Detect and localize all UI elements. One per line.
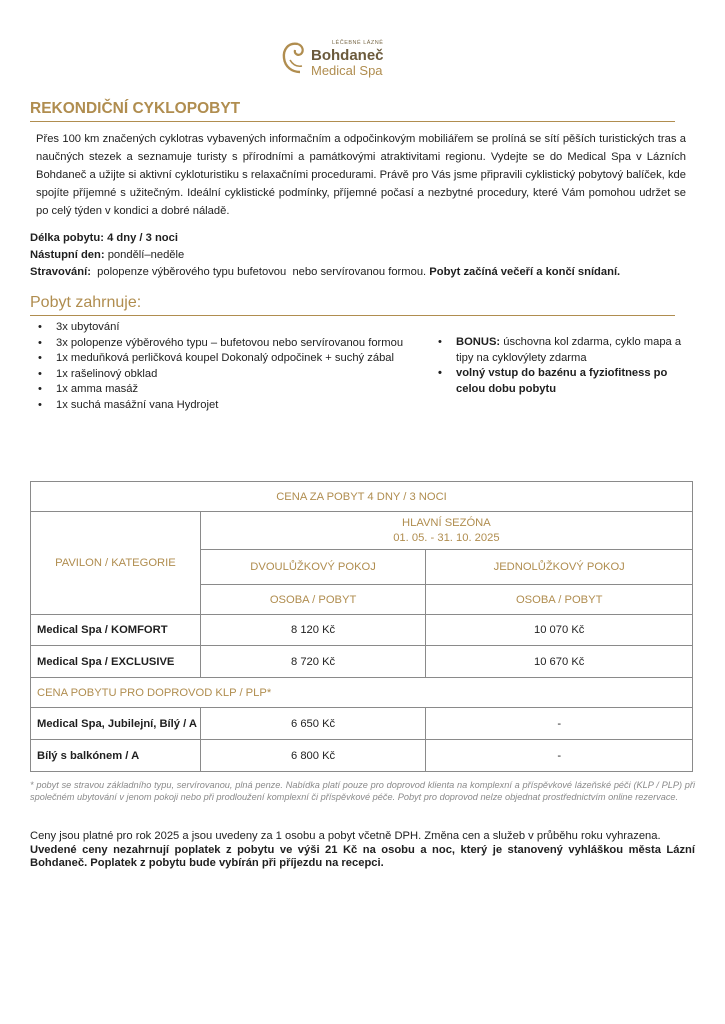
intro-paragraph: Přes 100 km značených cyklotras vybavených informačním a odpočinkovým mobiliářem se prolíná se sítí pěších turistických tras a naučných stezek a seznamuje turisty s přírodními a památkovými atraktivitami regionu. Vydejte se do Medical Spa v Lázních Bohdaneč a užijte si aktivní cykloturistiku s relaxačními procedurami. Právě pro Vás jsme připravili cyklistický pobytový balíček, kde spojíte příjemné s užitečným. Ideální cyklistické podmínky, příjemné počasí a nezbytné procedury, které Vám pomohou udržet se po celý týden v kondici a dobré náladě. [36,133,686,217]
row-name: Medical Spa, Jubilejní, Bílý / A [31,708,201,740]
row-double-price: 6 650 Kč [200,708,426,740]
row-double-price: 8 120 Kč [200,615,426,646]
fact-duration [30,230,620,247]
fact-duration-value: 4 dny / 3 noci [103,232,178,244]
row-single-price: 10 670 Kč [426,646,693,678]
includes-heading: Pobyt zahrnuje: [30,294,142,311]
logo-emblem-icon [280,40,308,76]
table-row [31,615,693,646]
row-single-price: - [426,708,693,740]
list-item: • 1x meduňková perličková koupel Dokonalý odpočinek + suchý zábal [30,351,405,367]
col-double-header: DVOULŮŽKOVÝ POKOJ [200,550,426,585]
footnote: * pobyt se stravou základního typu, servírovanou, plná penze. Nabídka platí pouze pro doprovod klienta na komplexní a příspěvkové lázeňské péči (KLP / PLP) při společném ubytování v jenom pokoji nebo při prodloužení komplexní či příspěvkové péče. Pobyt pro doprovod nelze objednat prostřednictvím online rezervace. [30,780,695,802]
bonus-item [430,335,685,366]
col-category-header: PAVILON / KATEGORIE [31,512,201,615]
col-single-header: JEDNOLŮŽKOVÝ POKOJ [426,550,693,585]
fact-duration-label: Délka pobytu: [30,232,104,244]
row-double-price: 6 800 Kč [200,740,426,772]
includes-divider [30,315,675,316]
fact-board-label: Stravování: [30,266,91,278]
unit-double: OSOBA / POBYT [200,585,426,615]
price-table-caption: CENA ZA POBYT 4 DNY / 3 NOCI [31,482,693,512]
row-single-price: - [426,740,693,772]
title-divider [30,121,675,122]
logo-name: Bohdaneč [311,47,384,64]
list-item: • 3x polopenze výběrového typu – bufetovou nebo servírovanou formou [30,336,405,352]
price-table [30,481,693,772]
tourist-fee-note: Uvedené ceny nezahrnují poplatek z pobytu ve výši 21 Kč na osobu a noc, který je stanovený vyhláškou města Lázní Bohdaneč. Poplatek z pobytu bude vybírán při příjezdu na recepci. [30,843,695,869]
table-row [31,708,693,740]
price-validity-note: Ceny jsou platné pro rok 2025 a jsou uvedeny za 1 osobu a pobyt včetně DPH. Změna cen a služeb v průběhu roku vyhrazena. [30,830,661,842]
table-row [31,646,693,678]
notes [30,830,695,871]
unit-single: OSOBA / POBYT [426,585,693,615]
logo [280,38,400,82]
season-name: HLAVNÍ SEZÓNA [402,516,491,529]
includes-list [30,320,405,414]
logo-subtitle: Medical Spa [311,63,383,78]
bonus-label: BONUS: [456,336,501,348]
bonus-text: úschovna kol zdarma, cyklo mapa a tipy na cyklovýlety zdarma [456,336,682,364]
list-item: • 1x rašelinový obklad [30,367,405,383]
season-header [200,512,692,550]
fact-arrival-label: Nástupní den: [30,249,105,261]
row-name: Medical Spa / EXCLUSIVE [31,646,201,678]
fact-board [30,264,620,281]
fact-arrival [30,247,620,264]
table-row [31,740,693,772]
list-item: • 3x ubytování [30,320,405,336]
bonus-list [430,335,685,397]
row-single-price: 10 070 Kč [426,615,693,646]
fact-board-note: Pobyt začíná večeří a končí snídaní. [429,266,621,278]
row-name: Bílý s balkónem / A [31,740,201,772]
logo-tagline: LÉČEBNÉ LÁZNĚ [332,40,384,46]
bonus-item-pool: • volný vstup do bazénu a fyziofitness po celou dobu pobytu [430,366,685,397]
stay-facts [30,230,620,281]
row-double-price: 8 720 Kč [200,646,426,678]
list-item: • 1x amma masáž [30,382,405,398]
list-item: • 1x suchá masážní vana Hydrojet [30,398,405,414]
fact-arrival-value: pondělí–neděle [104,249,185,261]
escort-heading: CENA POBYTU PRO DOPROVOD KLP / PLP* [31,678,693,708]
row-name: Medical Spa / KOMFORT [31,615,201,646]
page-title: REKONDIČNÍ CYKLOPOBYT [30,100,241,117]
fact-board-value: polopenze výběrového typu bufetovou nebo servírovanou formou. [90,266,430,278]
season-dates: 01. 05. - 31. 10. 2025 [393,531,500,544]
